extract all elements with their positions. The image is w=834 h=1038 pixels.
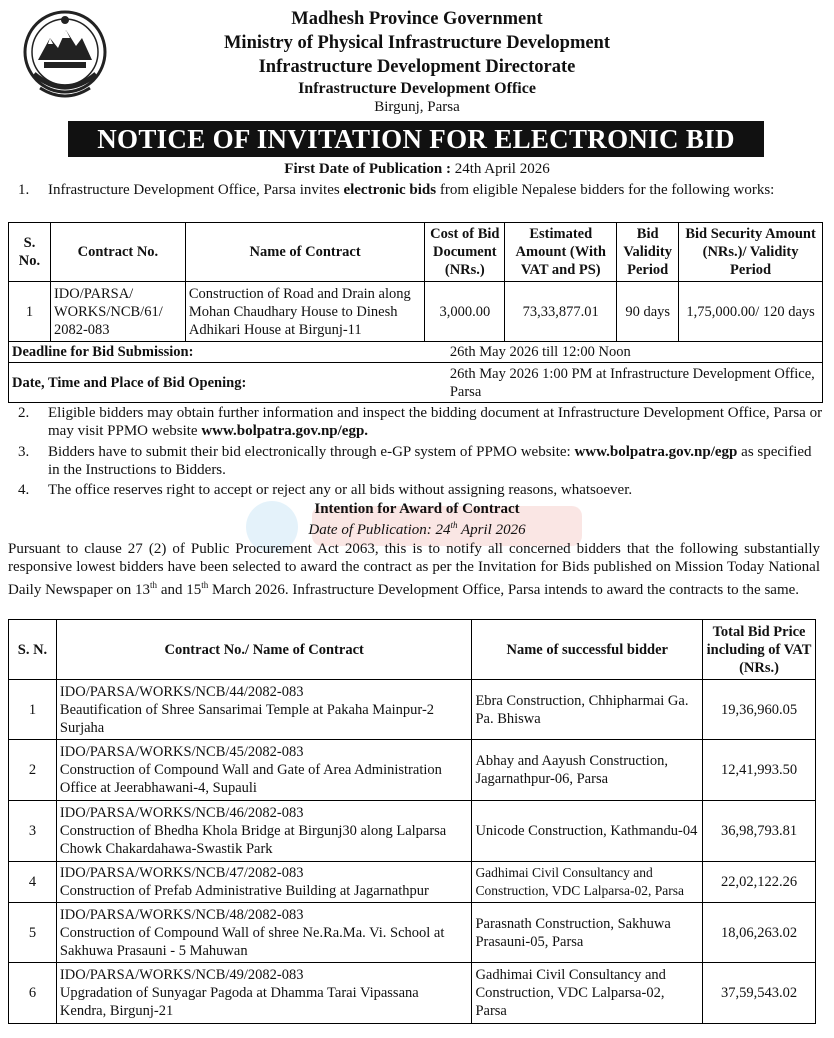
opening-value: 26th May 2026 1:00 PM at Infrastructure Development Office, Parsa [425,363,823,403]
cell-bidder: Unicode Construction, Kathmandu-04 [472,801,703,862]
directorate-name: Infrastructure Development Directorate [258,57,576,77]
table-row [9,680,816,740]
cell-bidder: Ebra Construction, Chhipharmai Ga. Pa. Bhiswa [472,680,703,740]
bid-invitation-table [8,222,823,403]
cell-bidder: Gadhimai Civil Consultancy and Construction, VDC Lalparsa-02, Parsa [472,963,703,1024]
header-contract-no: Contract No. [50,223,185,282]
cell-estimated: 73,33,877.01 [505,282,617,342]
ministry-name: Ministry of Physical Infrastructure Development [223,33,611,53]
opening-label: Date, Time and Place of Bid Opening: [9,363,425,403]
cell-cost: 3,000.00 [425,282,505,342]
header-validity: Bid Validity Period [617,223,679,282]
cell-contract: IDO/PARSA/WORKS/NCB/47/2082-083 Construction of Prefab Administrative Building at Jagarnathpur [56,862,472,903]
table-row [9,801,816,862]
table-row [9,862,816,903]
header-contract-name: Name of Contract [185,223,424,282]
header-security: Bid Security Amount (NRs.)/ Validity Period [679,223,823,282]
clause-1: 1. Infrastructure Development Office, Parsa invites electronic bids from eligible Nepalese bidders for the following works: [18,182,775,198]
cell-price: 12,41,993.50 [703,740,816,801]
cell-contract: IDO/PARSA/WORKS/NCB/48/2082-083 Construction of Compound Wall of shree Ne.Ra.Ma. Vi. School at Sakhuwa Prasauni - 5 Mahuwan [56,903,472,963]
cell-sn: 5 [9,903,57,963]
cell-contract: IDO/PARSA/WORKS/NCB/46/2082-083 Construction of Bhedha Khola Bridge at Birgunj30 along Lalparsa Chowk Chakardahawa-Swastik Park [56,801,472,862]
cell-security: 1,75,000.00/ 120 days [679,282,823,342]
cell-sn: 3 [9,801,57,862]
cell-price: 19,36,960.05 [703,680,816,740]
cell-sn: 1 [9,282,51,342]
first-publication-date: First Date of Publication : 24th April 2026 [284,161,550,177]
cell-price: 18,06,263.02 [703,903,816,963]
cell-bidder: Parasnath Construction, Sakhuwa Prasauni-05, Parsa [472,903,703,963]
clause-2: 2. Eligible bidders may obtain further information and inspect the bidding document at Infrastructure Development Office, Parsa or may visit PPMO website www.bolpatra.gov.np/egp. [18,405,823,439]
header-contract: Contract No./ Name of Contract [56,620,472,680]
cell-price: 37,59,543.02 [703,963,816,1024]
province-name: Madhesh Province Government [291,9,543,29]
cell-contract: IDO/PARSA/WORKS/NCB/49/2082-083 Upgradation of Sunyagar Pagoda at Dhamma Tarai Vipassana Kendra, Birgunj-21 [56,963,472,1024]
header-bidder: Name of successful bidder [472,620,703,680]
cell-contract-no: IDO/PARSA/ WORKS/NCB/61/ 2082-083 [50,282,185,342]
cell-bidder: Abhay and Aayush Construction, Jagarnathpur-06, Parsa [472,740,703,801]
cell-contract: IDO/PARSA/WORKS/NCB/44/2082-083 Beautification of Shree Sansarimai Temple at Pakaha Mainpur-2 Surjaha [56,680,472,740]
notice-banner: NOTICE OF INVITATION FOR ELECTRONIC BID [68,121,764,157]
cell-price: 36,98,793.81 [703,801,816,862]
cell-sn: 6 [9,963,57,1024]
header-sn: S. N. [9,620,57,680]
deadline-label: Deadline for Bid Submission: [9,342,425,363]
table-row [9,963,816,1024]
office-name: Infrastructure Development Office [298,80,536,97]
header-price: Total Bid Price including of VAT (NRs.) [703,620,816,680]
header-estimated: Estimated Amount (With VAT and PS) [505,223,617,282]
header-cost: Cost of Bid Document (NRs.) [425,223,505,282]
table-row [9,282,823,342]
intention-paragraph: Pursuant to clause 27 (2) of Public Procurement Act 2063, this is to notify all concerned bidders that the following substantially responsive lowest bidders have been selected to award the contract as per the Invitation for Bids published on Mission Today National Daily Newspaper on 13th and 15th March 2026. Infrastructure Development Office, Parsa intends to award the contracts to the same. [8,541,820,598]
cell-sn: 1 [9,680,57,740]
header-sn: S. No. [9,223,51,282]
award-table [8,619,816,1024]
cell-contract-name: Construction of Road and Drain along Mohan Chaudhary House to Dinesh Adhikari House at Birgunj-11 [185,282,424,342]
intention-date: Date of Publication: 24th April 2026 [308,520,526,538]
table-row [9,903,816,963]
cell-contract: IDO/PARSA/WORKS/NCB/45/2082-083 Construction of Compound Wall and Gate of Area Administration Office at Jeerabhawani-4, Supauli [56,740,472,801]
cell-sn: 2 [9,740,57,801]
deadline-value: 26th May 2026 till 12:00 Noon [425,342,823,363]
cell-bidder: Gadhimai Civil Consultancy and Construction, VDC Lalparsa-02, Parsa [472,862,703,903]
cell-validity: 90 days [617,282,679,342]
cell-sn: 4 [9,862,57,903]
clause-4: 4. The office reserves right to accept or reject any or all bids without assigning reasons, whatsoever. [18,482,633,498]
intention-title: Intention for Award of Contract [314,501,520,517]
clause-3: 3. Bidders have to submit their bid electronically through e-GP system of PPMO website: www.bolpatra.gov.np/egp as specified in the Instructions to Bidders. [18,444,812,478]
cell-price: 22,02,122.26 [703,862,816,903]
table-row [9,740,816,801]
office-location: Birgunj, Parsa [374,99,460,115]
